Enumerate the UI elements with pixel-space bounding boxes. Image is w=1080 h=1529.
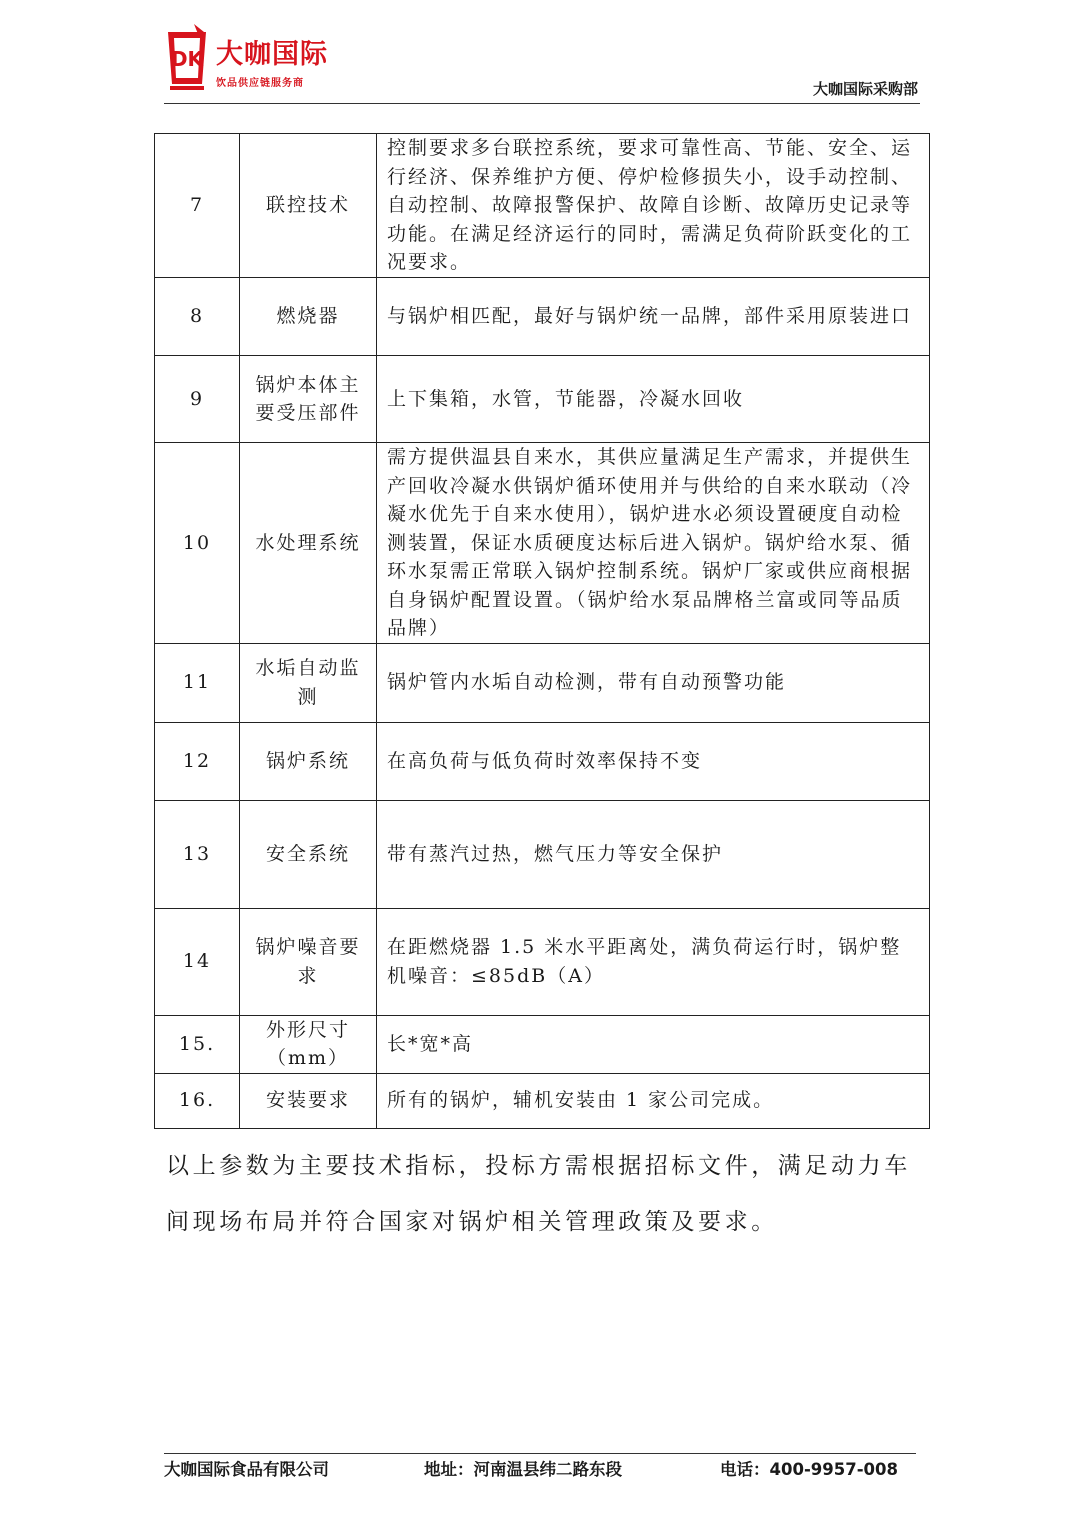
table-row xyxy=(155,278,930,356)
row-item: 水处理系统 xyxy=(240,443,377,644)
row-number: 9 xyxy=(155,356,240,443)
row-number: 7 xyxy=(155,134,240,278)
row-requirement: 与锅炉相匹配，最好与锅炉统一品牌，部件采用原装进口 xyxy=(377,278,930,356)
row-number: 13 xyxy=(155,800,240,908)
table-row xyxy=(155,800,930,908)
conclusion-paragraph: 以上参数为主要技术指标，投标方需根据招标文件，满足动力车间现场布局并符合国家对锅炉相关管理政策及要求。 xyxy=(166,1153,911,1235)
department-label: 大咖国际采购部 xyxy=(812,80,918,98)
row-requirement: 在高负荷与低负荷时效率保持不变 xyxy=(377,722,930,800)
row-number: 8 xyxy=(155,278,240,356)
header-divider xyxy=(164,103,920,104)
row-item: 锅炉本体主要受压部件 xyxy=(240,356,377,443)
row-item: 安全系统 xyxy=(240,800,377,908)
brand-name: 大咖国际 xyxy=(216,39,328,70)
table-row xyxy=(155,908,930,1015)
table-row xyxy=(155,1015,930,1073)
footer-phone: 电话：400-9957-008 xyxy=(720,1460,899,1479)
row-item: 水垢自动监测 xyxy=(240,643,377,722)
row-requirement: 长*宽*高 xyxy=(377,1015,930,1073)
row-number: 14 xyxy=(155,908,240,1015)
table-row xyxy=(155,643,930,722)
row-item: 外形尺寸（mm） xyxy=(240,1015,377,1073)
page-header xyxy=(164,20,920,106)
dk-logo-icon xyxy=(164,22,210,96)
row-number: 12 xyxy=(155,722,240,800)
spec-table xyxy=(154,133,930,1129)
row-number: 10 xyxy=(155,443,240,644)
row-requirement: 控制要求多台联控系统，要求可靠性高、节能、安全、运行经济、保养维护方便、停炉检修损失小，设手动控制、自动控制、故障报警保护、故障自诊断、故障历史记录等功能。在满足经济运行的同时，需满足负荷阶跃变化的工况要求。 xyxy=(377,134,930,278)
brand-logo xyxy=(164,22,384,98)
footer-address: 地址：河南温县纬二路东段 xyxy=(424,1460,622,1479)
table-row xyxy=(155,443,930,644)
page-footer xyxy=(164,1456,916,1482)
brand-tagline: 饮品供应链服务商 xyxy=(216,78,304,89)
row-requirement: 锅炉管内水垢自动检测，带有自动预警功能 xyxy=(377,643,930,722)
table-row xyxy=(155,722,930,800)
row-requirement: 所有的锅炉，辅机安装由 1 家公司完成。 xyxy=(377,1073,930,1128)
row-number: 15. xyxy=(155,1015,240,1073)
table-row xyxy=(155,134,930,278)
row-item: 燃烧器 xyxy=(240,278,377,356)
row-item: 联控技术 xyxy=(240,134,377,278)
footer-divider xyxy=(164,1453,916,1454)
row-number: 16. xyxy=(155,1073,240,1128)
svg-text:DK: DK xyxy=(170,47,204,71)
row-requirement: 带有蒸汽过热，燃气压力等安全保护 xyxy=(377,800,930,908)
row-item: 锅炉噪音要求 xyxy=(240,908,377,1015)
table-row xyxy=(155,356,930,443)
row-item: 锅炉系统 xyxy=(240,722,377,800)
row-requirement: 需方提供温县自来水，其供应量满足生产需求，并提供生产回收冷凝水供锅炉循环使用并与供给的自来水联动（冷凝水优先于自来水使用），锅炉进水必须设置硬度自动检测装置，保证水质硬度达标后进入锅炉。锅炉给水泵、循环水泵需正常联入锅炉控制系统。锅炉厂家或供应商根据自身锅炉配置设置。（锅炉给水泵品牌格兰富或同等品质品牌） xyxy=(377,443,930,644)
row-requirement: 在距燃烧器 1.5 米水平距离处，满负荷运行时，锅炉整机噪音：≤85dB（A） xyxy=(377,908,930,1015)
row-item: 安装要求 xyxy=(240,1073,377,1128)
row-number: 11 xyxy=(155,643,240,722)
table-row xyxy=(155,1073,930,1128)
row-requirement: 上下集箱，水管，节能器，冷凝水回收 xyxy=(377,356,930,443)
footer-company: 大咖国际食品有限公司 xyxy=(164,1460,329,1479)
